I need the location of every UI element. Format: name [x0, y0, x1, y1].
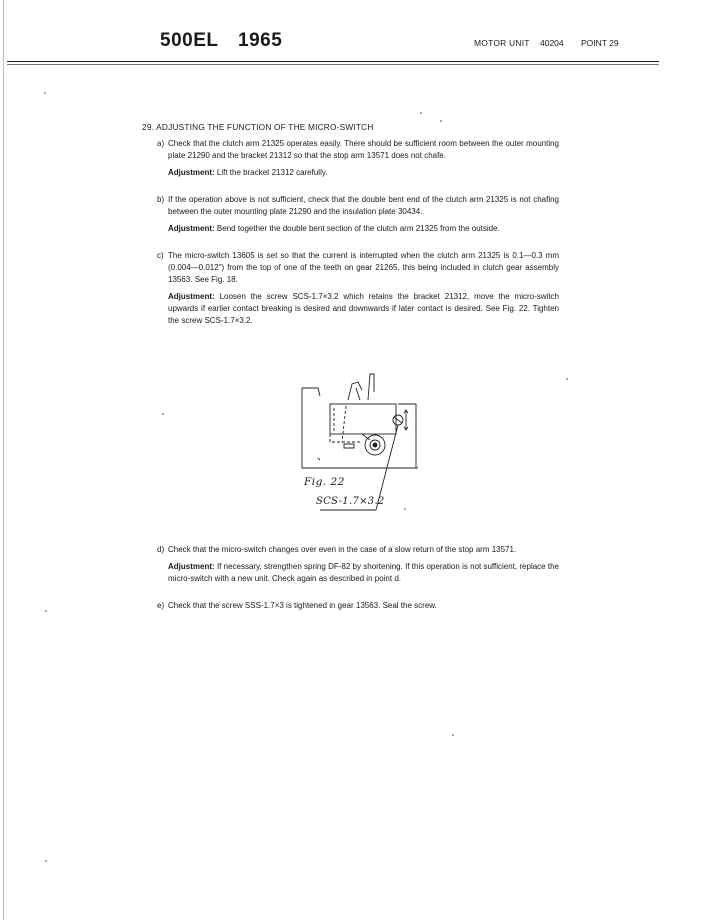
item-text: Check that the micro-switch changes over even in the case of a slow return of the stop arm 13571. [168, 545, 517, 554]
adjustment-text: Loosen the screw SCS-1.7×3.2 which retains the bracket 21312, move the micro-switch upwards if earlier contact breaking is desired and downwards if later contact is desired. See Fig. 22. Tighten the screw SCS-1.7×3.2. [168, 292, 559, 325]
item-adjustment [168, 223, 559, 235]
item-e [157, 600, 559, 612]
unit-code: 40204 [540, 38, 564, 48]
scan-speck [162, 413, 164, 415]
header-rule-thin [7, 64, 659, 65]
item-label: a) [157, 139, 165, 148]
adjustment-text: Bend together the double bent section of the clutch arm 21325 from the outside. [216, 224, 500, 233]
item-b [157, 194, 559, 235]
scan-speck [45, 860, 47, 862]
item-text: If the operation above is not sufficient, check that the double bent end of the clutch arm 21325 is not chafing between the outer mounting plate 21290 and the insulation plate 30434. [168, 195, 559, 216]
item-adjustment [168, 167, 559, 179]
scan-speck [452, 734, 454, 736]
item-adjustment [168, 291, 559, 327]
margin-line [3, 0, 4, 920]
item-label: c) [157, 251, 164, 260]
section-title: 29. ADJUSTING THE FUNCTION OF THE MICRO-SWITCH [142, 122, 374, 132]
scan-speck [45, 610, 47, 612]
adjustment-text: Lift the bracket 21312 carefully. [216, 168, 328, 177]
header-rule [7, 61, 659, 62]
scan-speck [420, 112, 422, 114]
item-adjustment [168, 561, 559, 585]
item-a [157, 138, 559, 179]
item-text: The micro-switch 13605 is set so that the current is interrupted when the clutch arm 21325 is 0.1—0.3 mm (0.004—0.012") from the top of one of the teeth on gear 21265, this being included in clutch gear assembly 13563. See Fig. 18. [168, 251, 559, 284]
adjustment-label: Adjustment: [168, 292, 215, 301]
scan-speck [44, 92, 46, 94]
adjustment-label: Adjustment: [168, 224, 215, 233]
year-title: 1965 [238, 30, 283, 51]
item-d [157, 544, 559, 585]
item-text: Check that the clutch arm 21325 operates easily. There should be sufficient room between the outer mounting plate 21290 and the bracket 21312 so that the stop arm 13571 does not chafe. [168, 139, 559, 160]
item-label: b) [157, 195, 165, 204]
point-label: POINT 29 [581, 38, 619, 48]
item-label: e) [157, 601, 165, 610]
adjustment-label: Adjustment: [168, 168, 215, 177]
scan-speck [404, 508, 406, 510]
scan-speck [440, 120, 442, 122]
item-label: d) [157, 545, 165, 554]
model-title: 500EL [160, 30, 219, 51]
screw-label: SCS-1.7×3.2 [316, 496, 385, 507]
unit-label: MOTOR UNIT [474, 38, 530, 48]
adjustment-label: Adjustment: [168, 562, 215, 571]
adjustment-text: If necessary, strengthen spring DF-82 by shortening. If this operation is not sufficient, replace the micro-switch with a new unit. Check again as described in point d. [168, 562, 559, 583]
item-text: Check that the screw SSS-1.7×3 is tightened in gear 13563. Seal the screw. [168, 601, 437, 610]
scan-speck [566, 378, 568, 380]
item-c [157, 250, 559, 327]
figure-caption: Fig. 22 [304, 476, 345, 488]
